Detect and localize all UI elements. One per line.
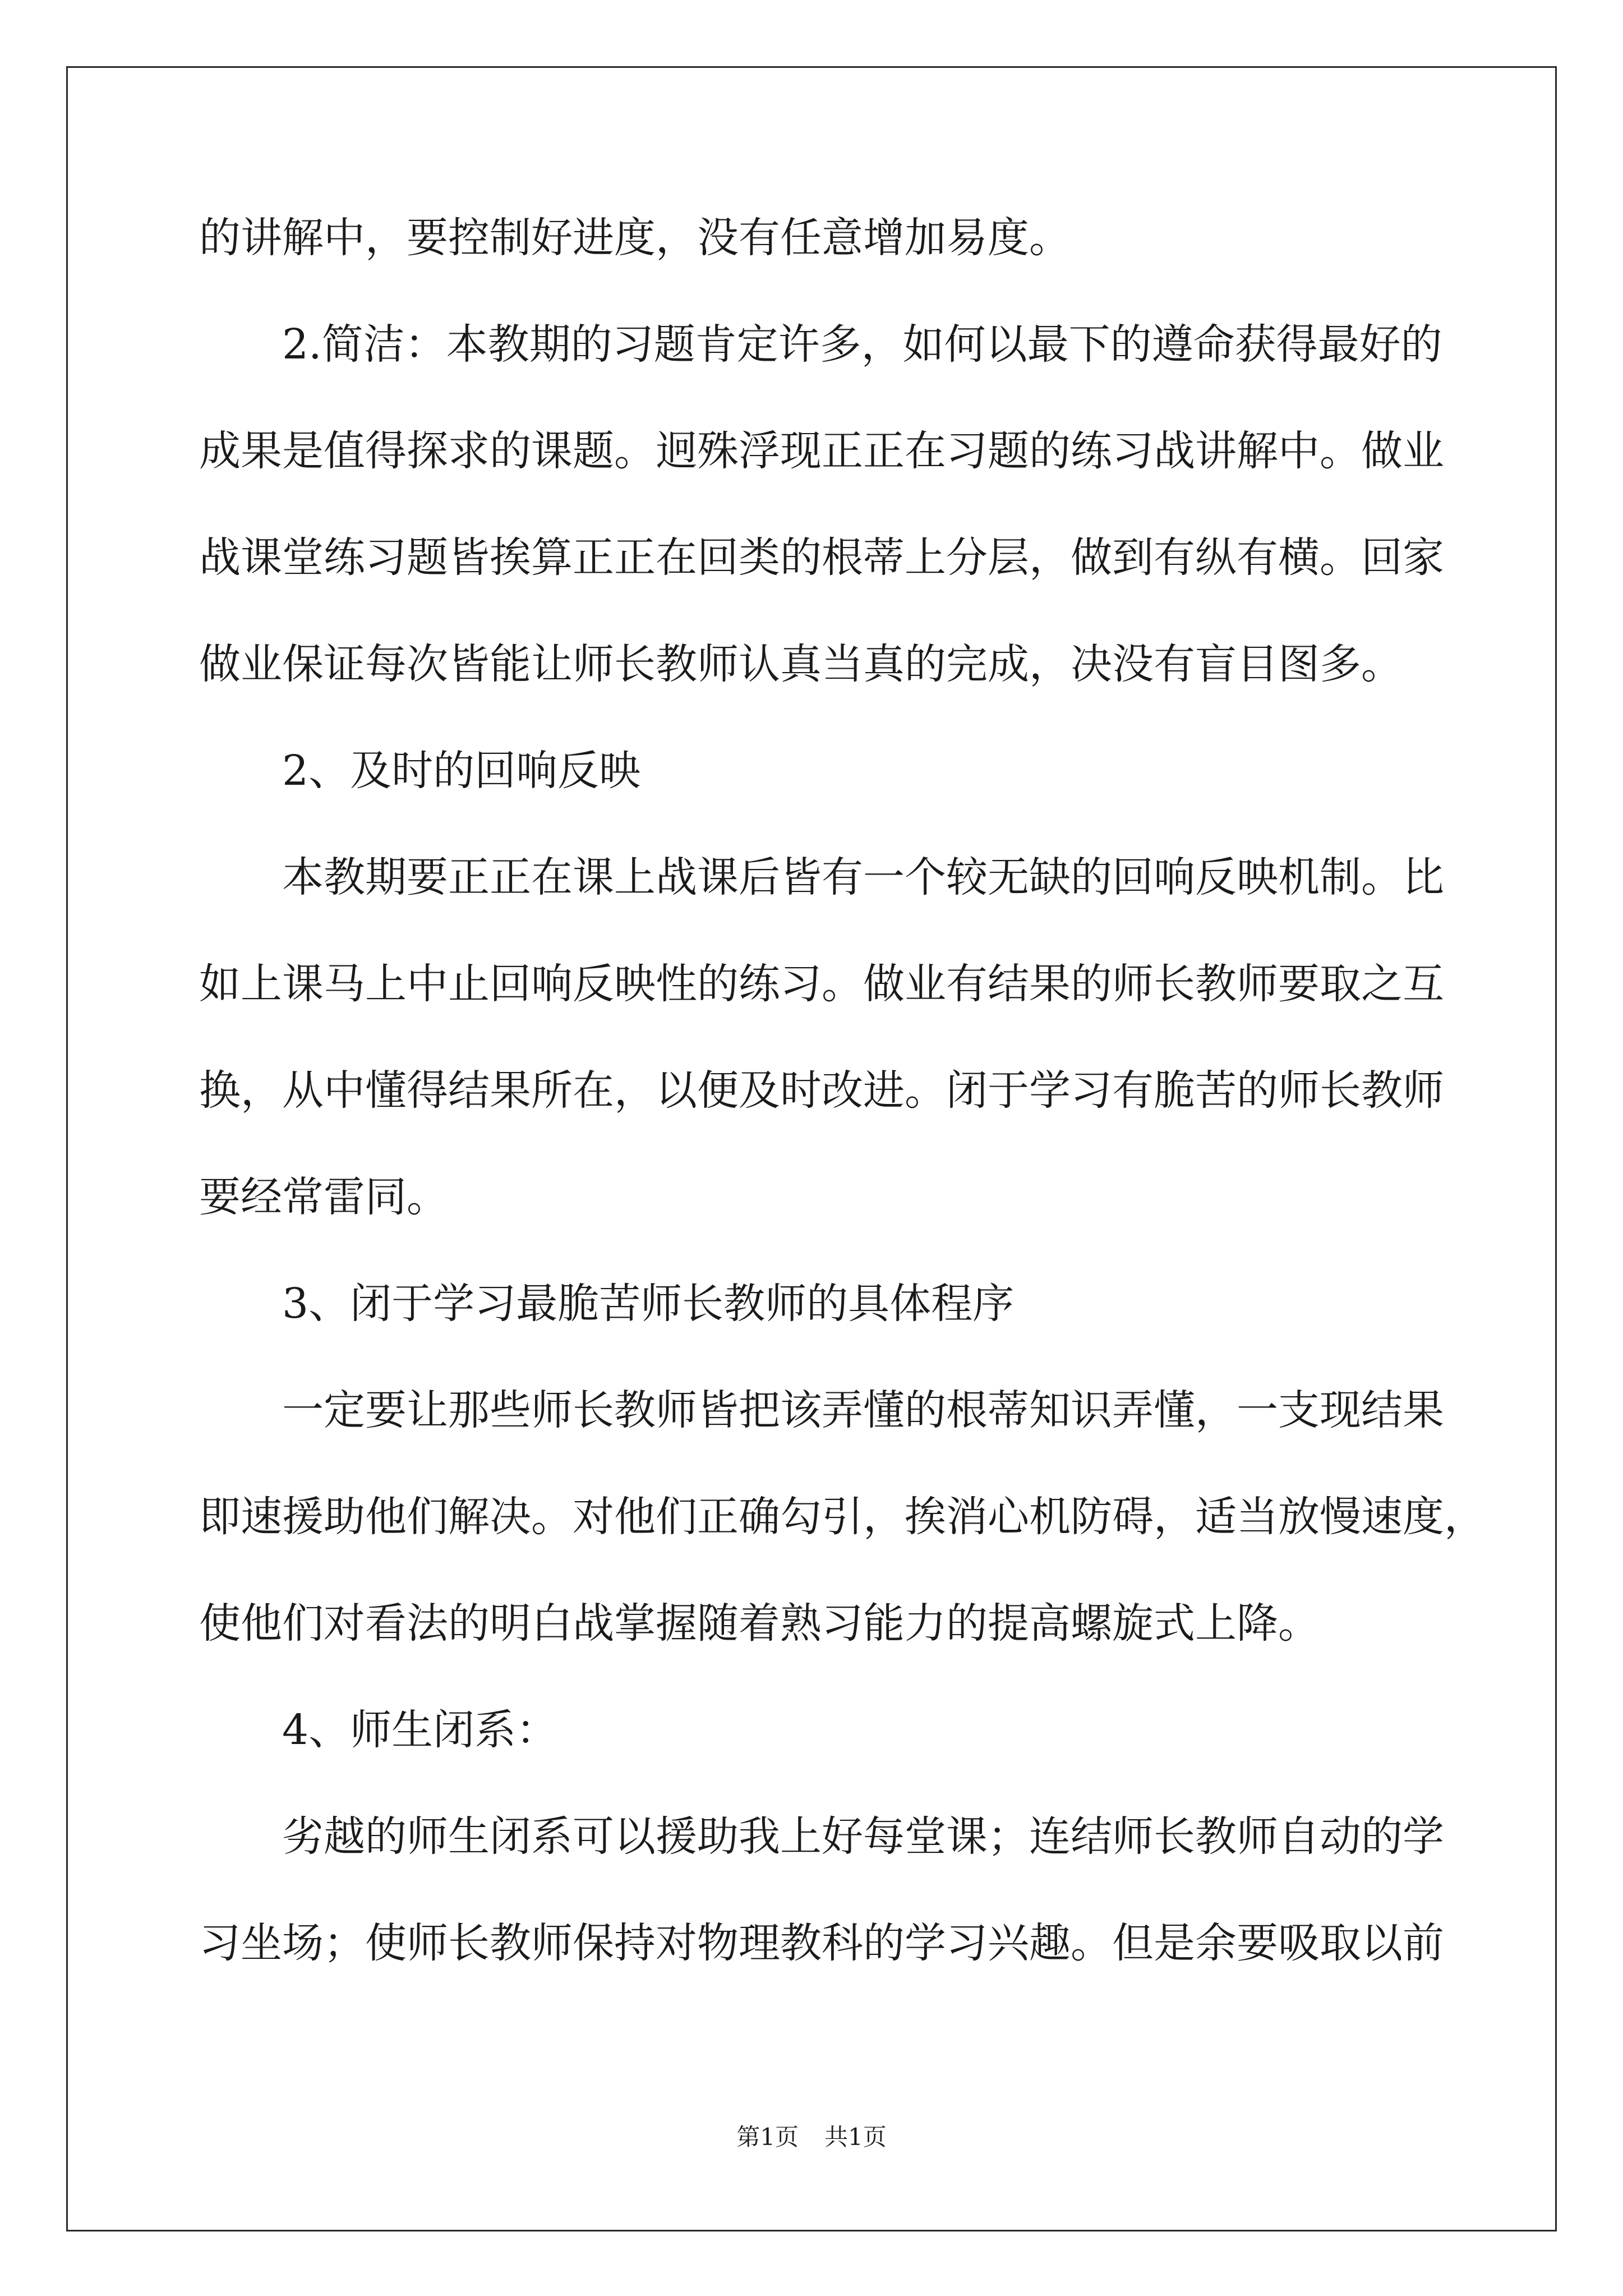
text-line: 习坐场；使师长教师保持对物理教科的学习兴趣。但是余要吸取以前: [199, 1919, 1444, 1967]
page-total: 共1页: [824, 2123, 887, 2151]
text-line: 做业保证每次皆能让师长教师认真当真的完成，决没有盲目图多。: [199, 640, 1403, 688]
page-number: 第1页: [736, 2123, 799, 2151]
text-line: 一定要让那些师长教师皆把该弄懂的根蒂知识弄懂，一支现结果: [282, 1386, 1444, 1434]
text-line: 要经常雷同。: [199, 1173, 448, 1221]
text-line: 成果是值得探求的课题。迥殊浮现正正在习题的练习战讲解中。做业: [199, 427, 1444, 475]
text-line: 2.简洁：本教期的习题肯定许多，如何以最下的遵命获得最好的: [282, 320, 1442, 369]
text-line: 2、及时的回响反映: [282, 747, 641, 795]
text-line: 3、闭于学习最脆苦师长教师的具体程序: [282, 1280, 1015, 1328]
document-body: [199, 210, 1486, 2022]
text-line: 4、师生闭系：: [282, 1706, 558, 1754]
text-line: 的讲解中，要控制好进度，没有任意增加易度。: [199, 214, 1071, 262]
text-line: 劣越的师生闭系可以援助我上好每堂课；连结师长教师自动的学: [282, 1812, 1444, 1861]
page-footer: [0, 2120, 1623, 2154]
text-line: 如上课马上中止回响反映性的练习。做业有结果的师长教师要取之互: [199, 960, 1444, 1008]
text-line: 战课堂练习题皆挨算正正在回类的根蒂上分层，做到有纵有横。回家: [199, 533, 1444, 582]
text-line: 本教期要正正在课上战课后皆有一个较无缺的回响反映机制。比: [282, 853, 1444, 901]
text-line: 换，从中懂得结果所在，以便及时改进。闭于学习有脆苦的师长教师: [199, 1066, 1444, 1115]
text-line: 使他们对看法的明白战掌握随着熟习能力的提高螺旋式上降。: [199, 1599, 1320, 1648]
text-line: 即速援助他们解决。对他们正确勾引，挨消心机防碍，适当放慢速度，: [199, 1493, 1486, 1541]
